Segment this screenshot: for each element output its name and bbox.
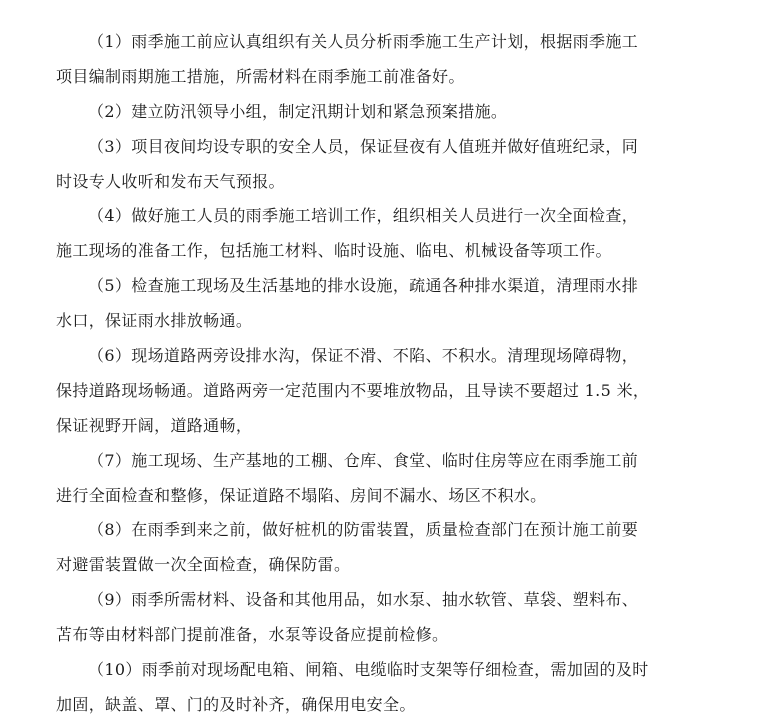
paragraph-line: （1）雨季施工前应认真组织有关人员分析雨季施工生产计划，根据雨季施工 [88, 32, 639, 51]
paragraph-8 [56, 513, 704, 583]
paragraph-line: 施工现场的准备工作，包括施工材料、临时设施、临电、机械设备等项工作。 [56, 241, 612, 261]
paragraph-line: （5）检查施工现场及生活基地的排水设施，疏通各种排水渠道，清理雨水排 [88, 276, 639, 296]
paragraph-7 [56, 444, 704, 514]
paragraph-line: 对避雷装置做一次全面检查，确保防雷。 [56, 555, 351, 575]
document-body [56, 25, 704, 723]
paragraph-line: 时设专人收听和发布天气预报。 [56, 171, 285, 191]
paragraph-line: 加固，缺盖、罩、门的及时补齐，确保用电安全。 [56, 694, 416, 714]
paragraph-1 [56, 25, 704, 95]
paragraph-line: （4）做好施工人员的雨季施工培训工作，组织相关人员进行一次全面检查， [88, 206, 639, 226]
paragraph-line: 保持道路现场畅通。道路两旁一定范围内不要堆放物品，且导读不要超过 1.5 米， [56, 380, 650, 400]
paragraph-9 [56, 583, 704, 653]
paragraph-line: （2）建立防汛领导小组，制定汛期计划和紧急预案措施。 [88, 101, 508, 121]
paragraph-10 [56, 653, 704, 723]
paragraph-line: 水口，保证雨水排放畅通。 [56, 311, 253, 331]
paragraph-line: （8）在雨季到来之前，做好桩机的防雷装置，质量检查部门在预计施工前要 [88, 520, 639, 540]
paragraph-line: （6）现场道路两旁设排水沟，保证不滑、不陷、不积水。清理现场障碍物， [88, 346, 639, 366]
paragraph-line: （9）雨季所需材料、设备和其他用品，如水泵、抽水软管、草袋、塑料布、 [88, 590, 639, 610]
paragraph-4 [56, 199, 704, 269]
paragraph-5 [56, 269, 704, 339]
paragraph-3 [56, 130, 704, 200]
paragraph-line: （3）项目夜间均设专职的安全人员，保证昼夜有人值班并做好值班纪录，同 [88, 136, 639, 156]
paragraph-line: （10）雨季前对现场配电箱、闸箱、电缆临时支架等仔细检查，需加固的及时 [88, 660, 649, 680]
paragraph-line: 进行全面检查和整修，保证道路不塌陷、房间不漏水、场区不积水。 [56, 485, 547, 505]
paragraph-6 [56, 339, 704, 444]
paragraph-line: （7）施工现场、生产基地的工棚、仓库、食堂、临时住房等应在雨季施工前 [88, 450, 639, 470]
paragraph-line: 保证视野开阔，道路通畅， [56, 415, 253, 435]
paragraph-2 [56, 95, 704, 130]
paragraph-line: 苫布等由材料部门提前准备，水泵等设备应提前检修。 [56, 625, 449, 645]
paragraph-line: 项目编制雨期施工措施，所需材料在雨季施工前准备好。 [56, 66, 465, 86]
